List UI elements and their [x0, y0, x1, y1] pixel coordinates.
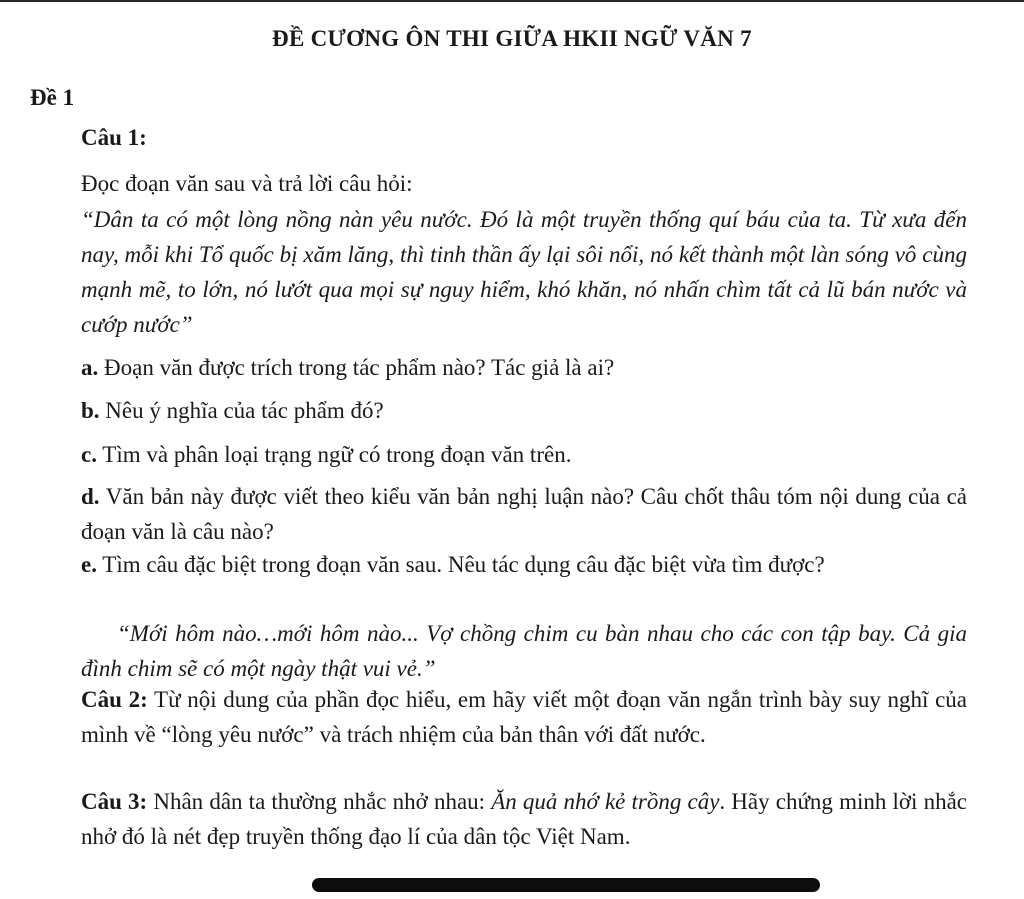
sub-question-letter: c. — [81, 442, 97, 467]
sub-question-d — [81, 479, 967, 549]
question-1-instruction: Đọc đoạn văn sau và trả lời câu hỏi: — [81, 171, 413, 196]
sub-question-letter: e. — [81, 552, 97, 577]
exam-label: Đề 1 — [30, 85, 75, 110]
sub-question-text: Tìm và phân loại trạng ngữ có trong đoạn văn trên. — [96, 442, 572, 467]
sub-question-b — [81, 393, 967, 428]
sub-question-text: Nêu ý nghĩa của tác phẩm đó? — [99, 398, 384, 423]
sub-question-a — [81, 350, 967, 385]
sub-question-letter: a. — [81, 355, 99, 380]
question-3-proverb: Ăn quả nhớ kẻ trồng cây — [491, 789, 720, 814]
question-1-label: Câu 1: — [81, 125, 147, 150]
sub-question-text: Đoạn văn được trích trong tác phẩm nào? Tác giả là ai? — [98, 355, 615, 380]
top-border-line — [0, 0, 1024, 2]
sub-question-c — [81, 437, 967, 472]
question-3-label: Câu 3: — [81, 789, 148, 814]
home-indicator-bar[interactable] — [312, 878, 820, 892]
sub-question-text: Văn bản này được viết theo kiểu văn bản nghị luận nào? Câu chốt thâu tóm nội dung của cả đoạn văn là câu nào? — [81, 484, 967, 544]
sub-question-letter: b. — [81, 398, 100, 423]
quoted-passage: “Dân ta có một lòng nồng nàn yêu nước. Đó là một truyền thống quí báu của ta. Từ xưa đến nay, mỗi khi Tổ quốc bị xăm lăng, thì tinh thần ấy lại sôi nổi, nó kết thành một làn sóng vô cùng mạnh mẽ, to lớn, nó lướt qua mọi sự nguy hiểm, khó khăn, nó nhấn chìm tất cả lũ bán nước và cướp nước” — [81, 207, 967, 337]
question-3-text-before: Nhân dân ta thường nhắc nhở nhau: — [147, 789, 492, 814]
question-3-text-after: . Hãy chứng minh lời nhắc nhở đó là nét đẹp truyền thống đạo lí của dân tộc Việt Nam. — [81, 789, 968, 849]
second-passage: “Mới hôm nào…mới hôm nào... Vợ chồng chim cu bàn nhau cho các con tập bay. Cả gia đình chim sẽ có một ngày thật vui vẻ.” — [81, 621, 967, 681]
document-title: ĐỀ CƯƠNG ÔN THI GIỮA HKII NGỮ VĂN 7 — [272, 26, 752, 51]
sub-question-e — [81, 547, 967, 582]
question-3 — [81, 784, 967, 854]
sub-question-text: Tìm câu đặc biệt trong đoạn văn sau. Nêu tác dụng câu đặc biệt vừa tìm được? — [96, 552, 825, 577]
question-2-label: Câu 2: — [81, 687, 148, 712]
sub-question-letter: d. — [81, 484, 100, 509]
question-2 — [81, 682, 967, 752]
question-2-text: Từ nội dung của phần đọc hiểu, em hãy viết một đoạn văn ngắn trình bày suy nghĩ của mình về “lòng yêu nước” và trách nhiệm của bản thân với đất nước. — [81, 687, 968, 747]
